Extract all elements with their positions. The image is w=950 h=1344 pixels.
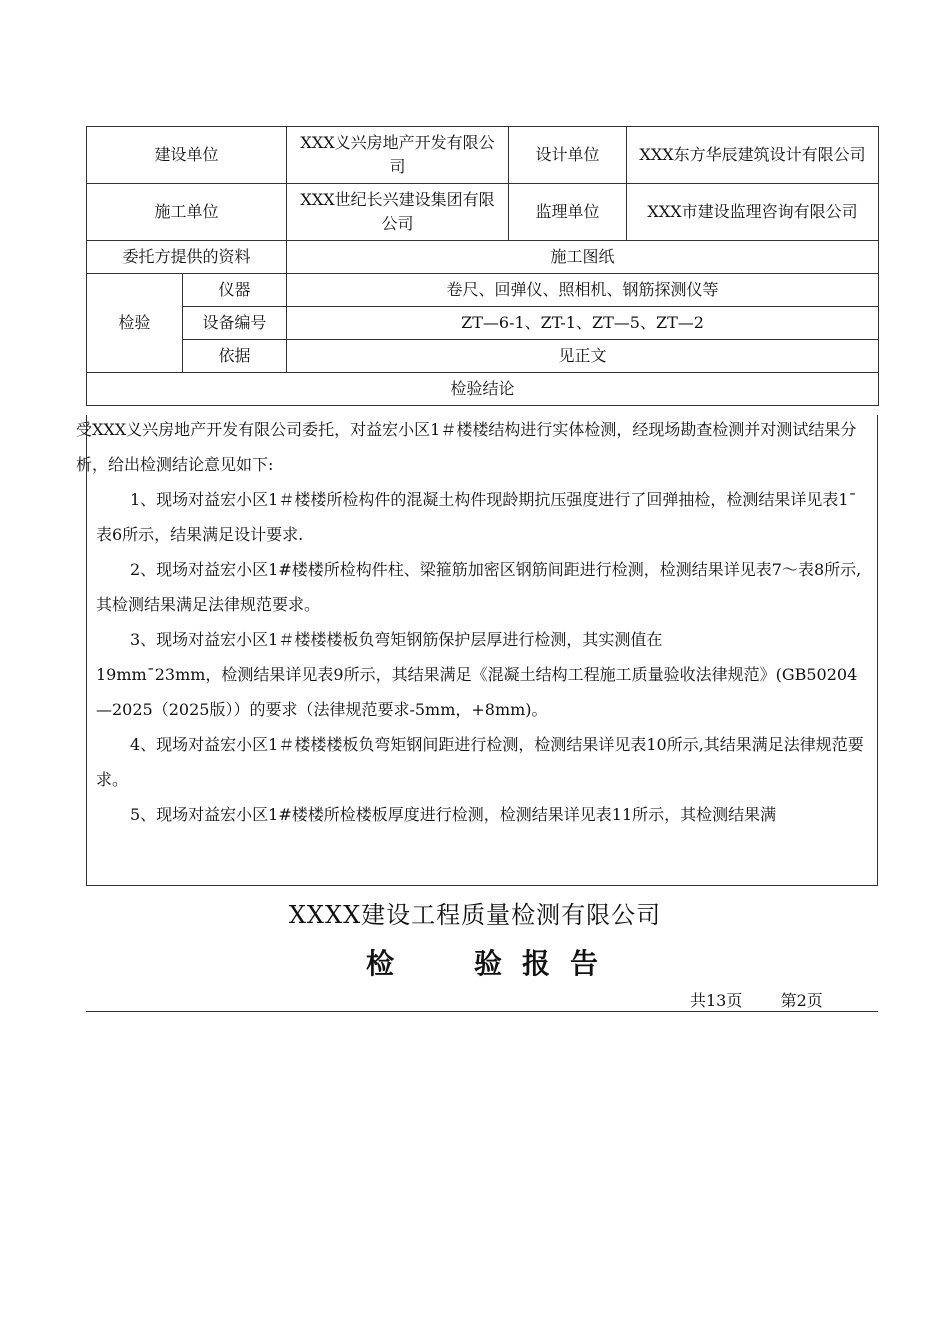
current-page: 第2页 [780,991,823,1010]
footer-divider [86,1011,878,1012]
table-row [87,373,879,406]
company-name: XXXX建设工程质量检测有限公司 [288,901,662,929]
page-number [690,988,823,1011]
builder-label: 施工单位 [87,184,287,241]
conclusion-heading: 检验结论 [87,373,879,406]
equipment-no-value: ZT—6-1、ZT-1、ZT—5、ZT—2 [287,307,879,340]
table-row [87,241,879,274]
report-title-char: 验 [474,947,503,980]
basis-value: 见正文 [287,340,879,373]
equipment-no-label: 设备编号 [183,307,287,340]
instrument-label: 仪器 [183,274,287,307]
supervisor-value: XXX市建设监理咨询有限公司 [627,184,879,241]
construction-unit-value: XXX义兴房地产开发有限公司 [287,127,509,184]
conclusion-item-3b: 19mm¯23mm，检测结果详见表9所示，其结果满足《混凝土结构工程施工质量验收法律规范》(GB50204—2025（2025版））的要求（法律规范要求-5mm，+8mm)。 [96,665,858,719]
report-title-char: 报 [522,947,551,980]
report-title-char: 检 [366,947,395,980]
materials-value: 施工图纸 [287,241,879,274]
table-row [87,274,879,307]
table-row [87,184,879,241]
conclusion-item-5: 5、现场对益宏小区1#楼楼所检楼板厚度进行检测，检测结果详见表11所示，其检测结果满 [130,805,777,824]
table-row [87,340,879,373]
table-row [87,127,879,184]
conclusion-intro: 受XXX义兴房地产开发有限公司委托，对益宏小区1＃楼楼结构进行实体检测，经现场勘查检测并对测试结果分析，给出检测结论意见如下: [76,420,857,474]
conclusion-item-3a: 3、现场对益宏小区1＃楼楼楼板负弯矩钢筋保护层厚进行检测，其实测值在 [130,630,663,649]
table-row [87,307,879,340]
conclusion-item-4: 4、现场对益宏小区1＃楼楼楼板负弯矩钢间距进行检测，检测结果详见表10所示,其结果满足法律规范要求。 [96,735,864,789]
design-unit-label: 设计单位 [509,127,627,184]
report-title-char: 告 [570,947,599,980]
design-unit-value: XXX东方华辰建筑设计有限公司 [627,127,879,184]
inspection-label: 检验 [87,274,183,373]
basis-label: 依据 [183,340,287,373]
info-table [86,126,879,406]
conclusion-item-2: 2、现场对益宏小区1#楼楼所检构件柱、梁箍筋加密区钢筋间距进行检测，检测结果详见表7～表8所示,其检测结果满足法律规范要求。 [96,560,862,614]
instrument-value: 卷尺、回弹仪、照相机、钢筋探测仪等 [287,274,879,307]
conclusion-item-1: 1、现场对益宏小区1＃楼楼所检构件的混凝土构件现龄期抗压强度进行了回弹抽检，检测结果详见表1¯表6所示，结果满足设计要求. [96,490,857,544]
supervisor-label: 监理单位 [509,184,627,241]
builder-value: XXX世纪长兴建设集团有限公司 [287,184,509,241]
materials-label: 委托方提供的资料 [87,241,287,274]
construction-unit-label: 建设单位 [87,127,287,184]
total-pages: 共13页 [690,991,743,1010]
